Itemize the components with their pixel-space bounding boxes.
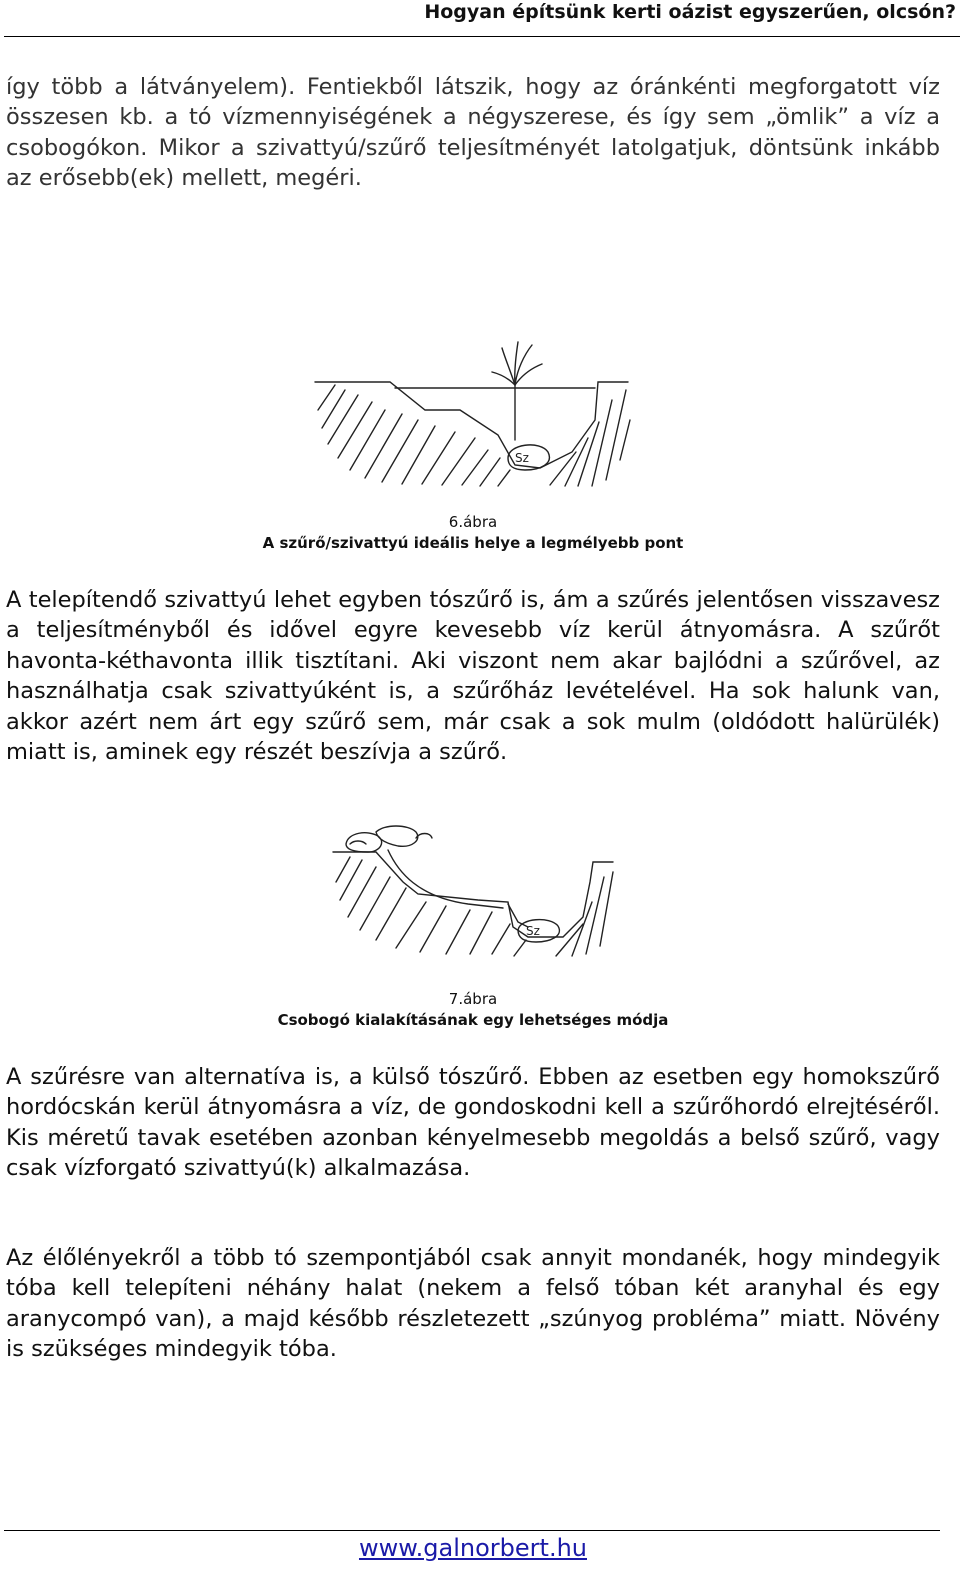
figure-6-number: 6.ábra xyxy=(448,513,498,531)
figure-7-filter-label: Sz xyxy=(526,924,540,938)
page-header xyxy=(4,0,960,37)
document-title: Hogyan építsünk kerti oázist egyszerűen, olcsón? xyxy=(424,1,956,23)
paragraph-living-creatures: Az élőlényekről a több tó szempontjából csak annyit mondanék, hogy mindegyik tóba kell telepíteni néhány halat (nekem a felső tóban két aranyhal és egy aranycompó van), a majd később részletezett „szúnyog probléma” miatt. Növény is szükséges mindegyik tóba. xyxy=(6,1245,940,1363)
paragraph-external-filter: A szűrésre van alternatíva is, a külső tószűrő. Ebben az esetben egy homokszűrő hordócskán kerül átnyomásra a víz, de gondoskodni kell a szűrőhordó elrejtéséről. Kis méretű tavak esetében azonban kényelmesebb megoldás a belső szűrő, vagy csak vízforgató szivattyú(k) alkalmazása. xyxy=(6,1064,940,1182)
figure-6-pond-sketch xyxy=(310,340,635,490)
figure-7-caption xyxy=(0,989,946,1031)
figure-7-description: Csobogó kialakításának egy lehetséges módja xyxy=(277,1011,669,1029)
footer-website-link[interactable]: www.galnorbert.hu xyxy=(358,1534,587,1562)
paragraph-pump-filter: A telepítendő szivattyú lehet egyben tószűrő is, ám a szűrés jelentősen visszavesz a teljesítményből és idővel egyre kevesebb víz kerül átnyomásra. A szűrőt havonta-kéthavonta illik tisztítani. Aki viszont nem akar bajlódni a szűrővel, az használhatja csak szivattyúként is, a szűrőház levételével. Ha sok halunk van, akkor azért nem árt egy szűrő sem, már csak a sok mulm (oldódott halürülék) miatt is, aminek egy részét beszívja a szűrő. xyxy=(6,587,940,766)
figure-6-caption xyxy=(0,512,946,554)
figure-6-filter-label: Sz xyxy=(515,451,529,465)
paragraph-pump-capacity: így több a látványelem). Fentiekből látszik, hogy az óránkénti megforgatott víz összesen kb. a tó vízmennyiségének a négyszerese, és így sem „ömlik” a víz a csobogókon. Mikor a szivattyú/szűrő teljesítményét latolgatjuk, döntsünk inkább az erősebb(ek) mellett, megéri. xyxy=(6,74,940,192)
footer-divider xyxy=(4,1530,940,1531)
figure-6-description: A szűrő/szivattyú ideális helye a legmélyebb pont xyxy=(262,534,684,552)
figure-7-number: 7.ábra xyxy=(448,990,498,1008)
figure-7-waterfall-sketch xyxy=(328,822,618,962)
